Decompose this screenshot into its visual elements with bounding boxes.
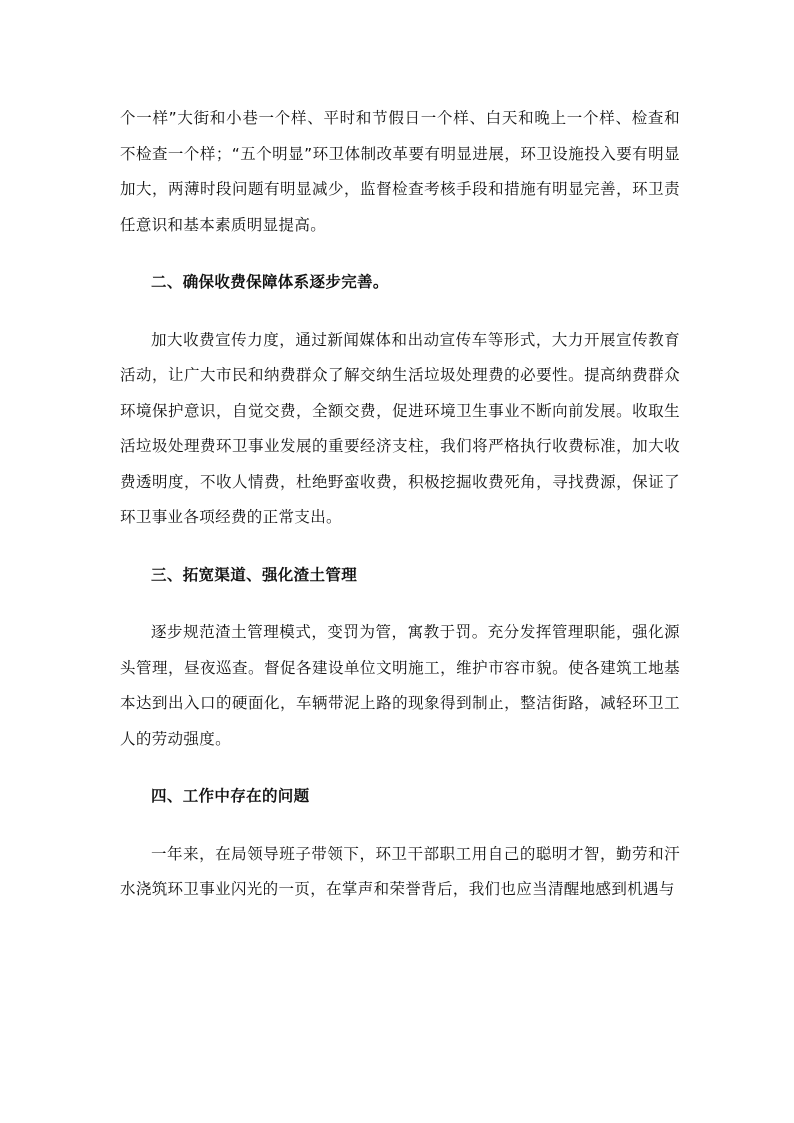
paragraph-gap bbox=[120, 757, 680, 779]
section-heading-muck-management: 三、拓宽渠道、强化渣土管理 bbox=[151, 565, 358, 584]
section-heading-fee-system: 二、确保收费保障体系逐步完善。 bbox=[151, 273, 389, 291]
paragraph-fee-collection: 加大收费宣传力度，通过新闻媒体和出动宣传车等形式，大力开展宣传教育活动，让广大市民和纳费群众了解交纳生活垃圾处理费的必要性。提高纳费群众环境保护意识，自觉交费，全额交费，促进环境卫生事业不断向前发展。收取生活垃圾处理费环卫事业发展的重要经济支柱，我们将严格执行收费标准，加大收费透明度，不收人情费，杜绝野蛮收费，积极挖掘收费死角，寻找费源，保证了环卫事业各项经费的正常支出。 bbox=[120, 330, 680, 526]
paragraph-muck-management: 逐步规范渣土管理模式，变罚为管，寓教于罚。充分发挥管理职能，强化源头管理，昼夜巡查。督促各建设单位文明施工，维护市容市貌。使各建筑工地基本达到出入口的硬面化，车辆带泥上路的现象得到制止，整洁街路，减轻环卫工人的劳动强度。 bbox=[120, 623, 680, 748]
paragraph-gap bbox=[120, 815, 680, 837]
section-heading-problems: 四、工作中存在的问题 bbox=[151, 787, 310, 805]
paragraph-gap bbox=[120, 536, 680, 558]
paragraph-gap bbox=[120, 243, 680, 265]
paragraph-gap bbox=[120, 593, 680, 615]
paragraph-standards: 个一样”大街和小巷一个样、平时和节假日一个样、白天和晚上一个样、检查和不检查一个样；“五个明显”环卫体制改革要有明显进展，环卫设施投入要有明显加大，两薄时段问题有明显减少，监督检查考核手段和措施有明显完善，环卫责任意识和基本素质明显提高。 bbox=[120, 109, 680, 234]
paragraph-problems: 一年来，在局领导班子带领下，环卫干部职工用自己的聪明才智，勤劳和汗水浇筑环卫事业闪光的一页，在掌声和荣誉背后，我们也应当清醒地感到机遇与 bbox=[120, 844, 680, 898]
paragraph-gap bbox=[120, 301, 680, 323]
document-body bbox=[120, 101, 680, 908]
